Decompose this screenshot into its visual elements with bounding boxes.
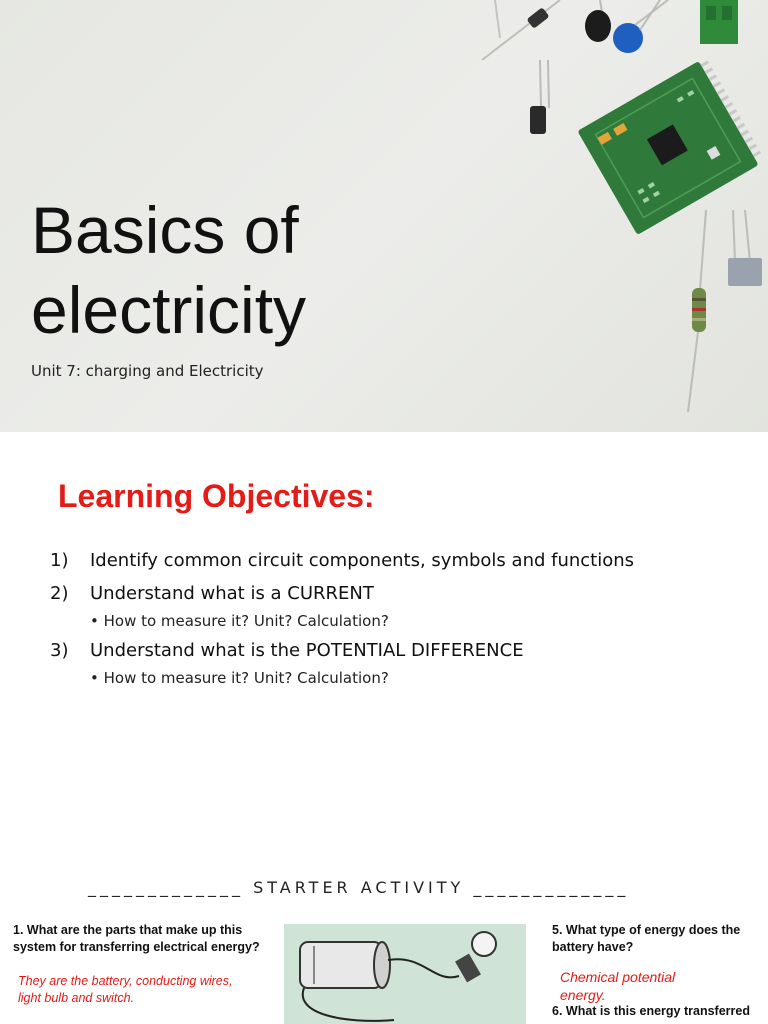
starter-activity-slide xyxy=(0,862,768,1024)
question-5: 5. What type of energy does the battery have? xyxy=(552,923,741,954)
question-6: 6. What is this energy transferred xyxy=(552,1004,750,1018)
objective-number: 3) xyxy=(50,640,69,661)
question-1: 1. What are the parts that make up this system for transferring electrical energy? xyxy=(13,923,260,954)
slide-subtitle: Unit 7: charging and Electricity xyxy=(31,362,264,380)
objectives-heading: Learning Objectives: xyxy=(58,478,375,514)
objective-text: Understand what is a CURRENT xyxy=(90,583,374,604)
battery-bulb-circuit-icon xyxy=(284,924,526,1024)
starter-heading: _____________ STARTER ACTIVITY _____________ xyxy=(88,878,630,897)
circuit-illustration xyxy=(284,924,526,1024)
answer-1: They are the battery, conducting wires, light bulb and switch. xyxy=(18,974,233,1005)
title-line-1: Basics of xyxy=(31,193,299,267)
objective-number: 1) xyxy=(50,550,69,571)
objective-2-sub: • How to measure it? Unit? Calculation? xyxy=(90,612,389,630)
objective-2 xyxy=(50,583,374,604)
objective-text: Understand what is the POTENTIAL DIFFERENCE xyxy=(90,640,524,661)
slide-title xyxy=(31,190,391,350)
objective-3 xyxy=(50,640,524,661)
objective-text: Identify common circuit components, symbols and functions xyxy=(90,550,635,571)
answer-5: Chemical potential energy. xyxy=(560,969,676,1003)
objective-1 xyxy=(50,550,634,571)
objectives-slide xyxy=(0,432,768,862)
title-slide xyxy=(0,0,768,432)
title-line-2: electricity xyxy=(31,273,307,347)
objective-number: 2) xyxy=(50,583,69,604)
objective-3-sub: • How to measure it? Unit? Calculation? xyxy=(90,669,389,687)
